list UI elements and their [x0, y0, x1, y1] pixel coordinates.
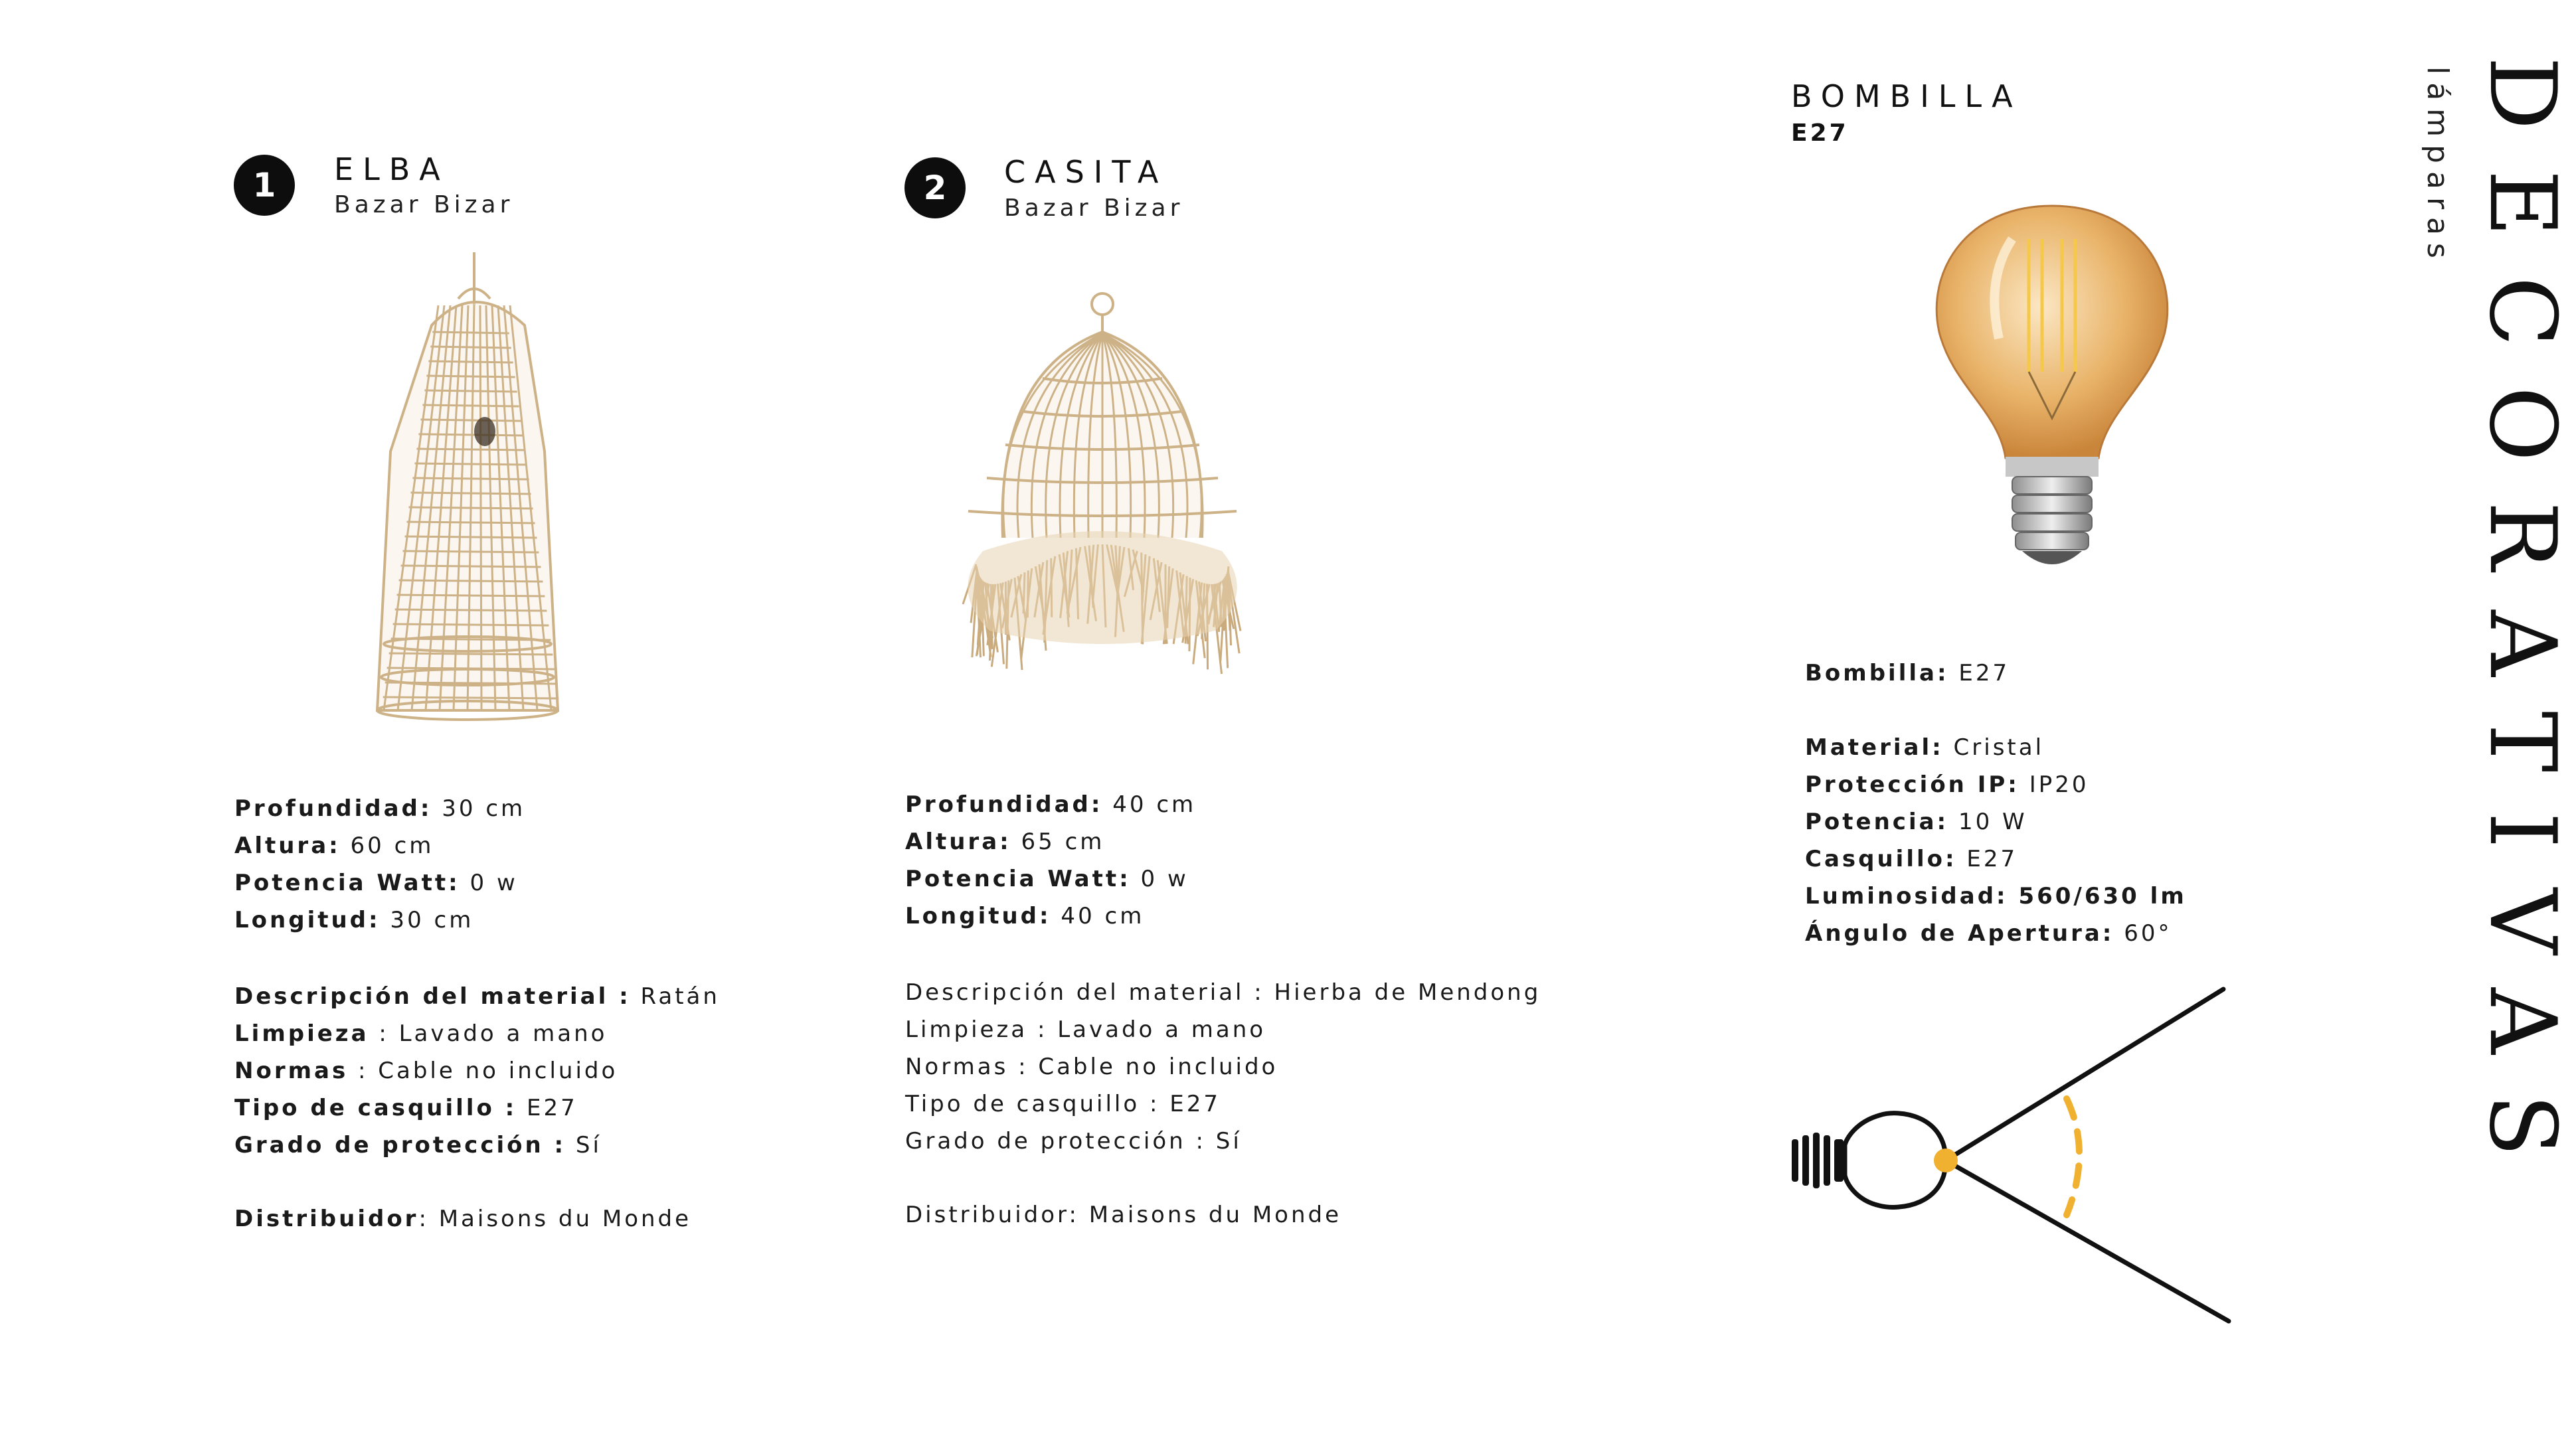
spec-row — [234, 1089, 720, 1127]
spec-row — [234, 1052, 720, 1089]
spec-label: Altura: — [234, 833, 341, 859]
spec-row — [234, 1015, 720, 1052]
spec-value: E27 — [517, 1095, 578, 1121]
mendong-grass-pendant-lamp-icon — [883, 285, 1322, 710]
product-distributor — [234, 1200, 691, 1237]
spec-label: Potencia: — [1805, 809, 1949, 835]
spec-value: E27 — [1956, 846, 2018, 872]
spec-row — [1805, 840, 2187, 878]
spec-row — [905, 786, 1196, 823]
spec-label: Protección IP: — [1805, 771, 2019, 798]
bulb-specs-primary — [1805, 655, 2010, 692]
spec-label: Ángulo de Apertura: — [1805, 920, 2114, 947]
spec-value: Sí — [566, 1132, 602, 1158]
spec-label: Profundidad: — [234, 795, 432, 822]
spec-row — [905, 1123, 1541, 1160]
spec-value: 0 w — [1130, 866, 1189, 892]
product-name: CASITA — [1004, 154, 1168, 190]
spec-label: Casquillo: — [1805, 846, 1957, 872]
spec-label: Altura: — [905, 829, 1011, 855]
spec-value: : Cable no incluido — [348, 1058, 618, 1084]
distributor-row — [234, 1200, 691, 1237]
bulb-title: BOMBILLA — [1791, 78, 2022, 114]
spec-label: Descripción del material : — [234, 983, 631, 1010]
spec-row — [1805, 915, 2187, 952]
product-specs-primary — [234, 790, 525, 939]
spec-value: 60 cm — [340, 833, 434, 859]
spec-label: Material: — [1805, 734, 1944, 761]
spec-value: 30 cm — [380, 907, 474, 933]
product-brand: Bazar Bizar — [1004, 195, 1184, 222]
product-distributor — [905, 1196, 1341, 1234]
spec-label: Grado de protección : — [234, 1132, 566, 1158]
bulb-specs-secondary — [1805, 729, 2187, 952]
spec-row — [1805, 766, 2187, 803]
rattan-pendant-lamp-icon — [359, 252, 611, 737]
spec-label: Luminosidad: 560/630 lm — [1805, 883, 2187, 910]
spec-value: : Maisons du Monde — [418, 1206, 692, 1232]
vertical-headline: DECORATIVAS — [2469, 56, 2576, 1197]
spec-row — [905, 823, 1196, 860]
spec-value: Tipo de casquillo : E27 — [905, 1091, 1221, 1117]
product-name: ELBA — [334, 151, 450, 187]
spec-row — [905, 1048, 1541, 1085]
spec-row — [234, 864, 525, 902]
spec-row — [234, 1127, 720, 1164]
product-brand: Bazar Bizar — [334, 191, 514, 218]
spec-row — [234, 902, 525, 939]
product-specs-secondary — [234, 978, 720, 1164]
spec-row — [234, 790, 525, 827]
spec-value: Limpieza : Lavado a mano — [905, 1016, 1266, 1043]
spec-value: 60° — [2114, 920, 2172, 947]
spec-label: Limpieza — [234, 1020, 369, 1047]
spec-value: Descripción del material : Hierba de Mendong — [905, 979, 1541, 1006]
spec-row — [1805, 878, 2187, 915]
product-number-badge: 2 — [904, 157, 966, 218]
spec-label: Longitud: — [234, 907, 381, 933]
spec-label: Normas — [234, 1058, 349, 1084]
spec-label: Longitud: — [905, 903, 1051, 929]
spec-value: : Lavado a mano — [369, 1020, 608, 1047]
spec-value: 10 W — [1948, 809, 2027, 835]
product-number-badge: 1 — [234, 155, 295, 216]
spec-row — [1805, 655, 2010, 692]
bulb-subtitle: E27 — [1791, 120, 1849, 147]
spec-label: Bombilla: — [1805, 660, 1949, 686]
spec-value: 40 cm — [1051, 903, 1145, 929]
spec-value: Ratán — [630, 983, 720, 1010]
spec-label: Profundidad: — [905, 791, 1103, 818]
spec-label: Tipo de casquillo : — [234, 1095, 517, 1121]
spec-value: Cristal — [1943, 734, 2045, 761]
distributor-row — [905, 1196, 1341, 1234]
spec-label: Potencia Watt: — [905, 866, 1131, 892]
spec-value: Normas : Cable no incluido — [905, 1054, 1278, 1080]
spec-value: 65 cm — [1011, 829, 1105, 855]
amber-filament-bulb-icon — [1913, 199, 2191, 598]
spec-value: 30 cm — [432, 795, 526, 822]
beam-angle-diagram-icon — [1780, 976, 2245, 1334]
spec-row — [234, 827, 525, 864]
spec-row — [905, 1011, 1541, 1048]
spec-row — [1805, 803, 2187, 840]
spec-row — [905, 860, 1196, 898]
spec-row — [905, 898, 1196, 935]
vertical-subheadline: lámparas — [2421, 66, 2454, 266]
spec-label: Potencia Watt: — [234, 870, 460, 896]
spec-value: Grado de protección : Sí — [905, 1128, 1242, 1155]
spec-row — [234, 978, 720, 1015]
spec-label: Distribuidor — [234, 1206, 419, 1232]
spec-value: IP20 — [2019, 771, 2089, 798]
spec-row — [905, 974, 1541, 1011]
spec-row — [1805, 729, 2187, 766]
spec-value: E27 — [1948, 660, 2010, 686]
spec-value: 0 w — [460, 870, 518, 896]
spec-row — [905, 1085, 1541, 1123]
spec-value: Distribuidor: Maisons du Monde — [905, 1202, 1342, 1228]
product-specs-primary — [905, 786, 1196, 935]
spec-value: 40 cm — [1102, 791, 1197, 818]
product-specs-secondary — [905, 974, 1541, 1160]
